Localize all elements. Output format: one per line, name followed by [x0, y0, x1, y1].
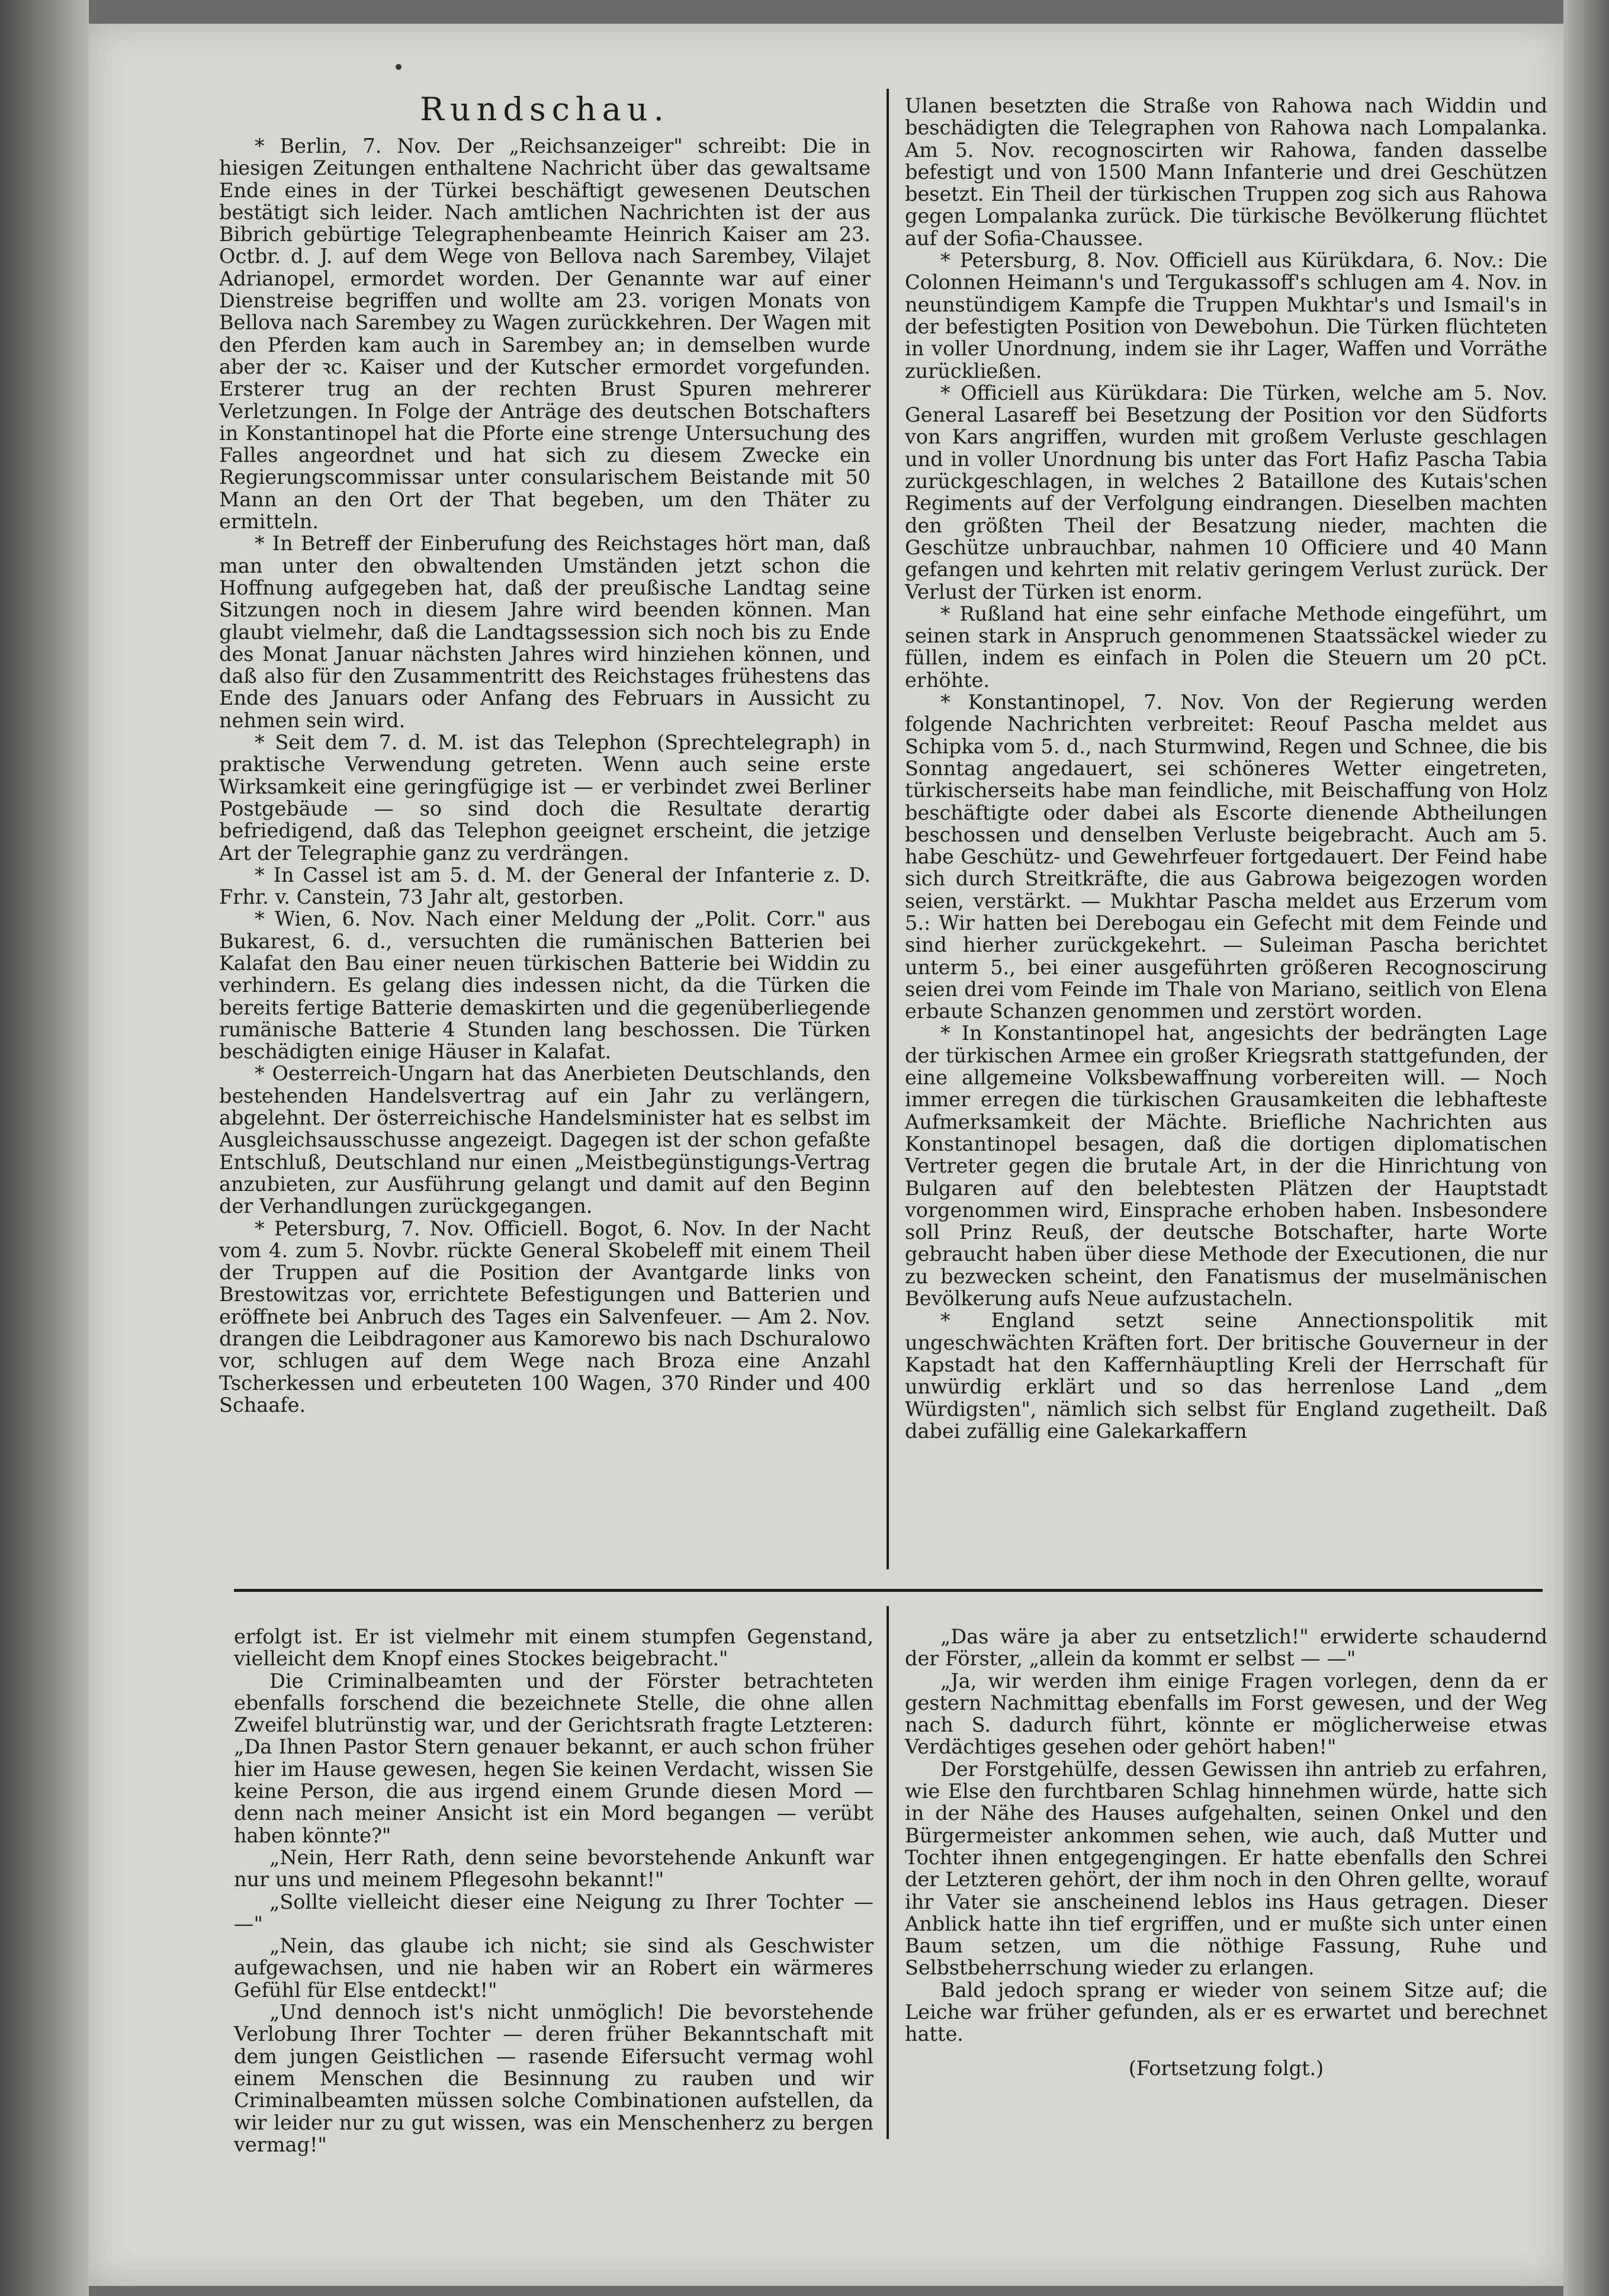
article-england: * England setzt seine Annectionspolitik mit ungeschwächten Kräften fort. Der britische Gouverneur in der Kapstadt hat den Kaffernhäuptling Kreli der Herrschaft für unwürdig erklärt und so das herrenlose Land „dem Würdigsten", nämlich sich selbst für England zugetheilt. Daß dabei zufällig eine Galekarkaffern — [905, 1309, 1547, 1443]
article-konstantinopel-7: * Konstantinopel, 7. Nov. Von der Regierung werden folgende Nachrichten verbreitet: Reouf Pascha meldet aus Schipka vom 5. d., nach Sturmwind, Regen und Schnee, die bis Sonntag angedauert, sei schöneres Wetter eingetreten, türkischerseits habe man feindliche, mit Beischaffung von Holz beschäftigte oder dabei als Escorte dienende Abtheilungen beschossen und denselben Verluste beigebracht. Auch am 5. habe Geschütz- und Gewehrfeuer fortgedauert. Der Feind habe sich durch Streitkräfte, die aus Gabrowa beigezogen worden seien, verstärkt. — Mukhtar Pascha meldet aus Erzerum vom 5.: Wir hatten bei Derebogau ein Gefecht mit dem Feinde und sind hierher zurückgekehrt. — Suleiman Pascha berichtet unterm 5., bei einer ausgeführten größeren Recognoscirung seien drei vom Feinde im Thale von Mariano, seitlich von Elena erbaute Schanzen genommen und zerstört worden. — [905, 691, 1547, 1023]
print-mark — [396, 64, 402, 70]
column-lower-left — [234, 1626, 873, 2156]
story-paragraph: „Nein, das glaube ich nicht; sie sind als Geschwister aufgewachsen, und nie haben wir an Robert ein wärmeres Gefühl für Else entdeckt!" — [234, 1934, 873, 2002]
article-reichstag: * In Betreff der Einberufung des Reichstages hört man, daß man unter den obwaltenden Umständen jetzt schon die Hoffnung aufgegeben hat, daß der preußische Landtag seine Sitzungen noch in diesem Jahre wird beenden können. Man glaubt vielmehr, daß die Landtagssession sich noch bis zu Ende des Monat Januar nächsten Jahres wird hinziehen können, und daß also für den Zusammentritt des Reichstages frühestens das Ende des Januars oder Anfang des Februars in Aussicht zu nehmen sein wird. — [219, 532, 871, 732]
article-oesterreich: * Oesterreich-Ungarn hat das Anerbieten Deutschlands, den bestehenden Handelsvertrag auf ein Jahr zu verlängern, abgelehnt. Der österreichische Handelsminister hat es selbst im Ausgleichsausschusse angezeigt. Dagegen ist der schon gefaßte Entschluß, Deutschland nur einen „Meistbegünstigungs-Vertrag anzubieten, zur Ausführung gelangt und damit auf den Beginn der Verhandlungen zurückgegangen. — [219, 1062, 871, 1218]
article-petersburg-7: * Petersburg, 7. Nov. Officiell. Bogot, 6. Nov. In der Nacht vom 4. zum 5. Novbr. rückte General Skobeleff mit einem Theil der Truppen auf die Position der Avantgarde links von Brestowitzas vor, errichtete Befestigungen und Batterien und eröffnete bei Anbruch des Tages ein Salvenfeuer. — Am 2. Nov. drangen die Leibdragoner aus Kamorewo bis nach Dschuralowo vor, schlugen auf dem Wege nach Broza eine Anzahl Tscherkessen und erbeuteten 100 Wagen, 370 Rinder und 400 Schaafe. — [219, 1216, 871, 1417]
column-divider-lower — [887, 1606, 889, 2139]
article-kuerukdara: * Officiell aus Kürükdara: Die Türken, welche am 5. Nov. General Lasareff bei Besetzung der Position vor den Südforts von Kars angriffen, wurden mit großem Verluste geschlagen und in voller Unordnung bis unter das Fort Hafiz Pascha Tabia zurückgeschlagen, in welches 2 Bataillone des Kutais'schen Regiments auf der Verfolgung eindrangen. Dieselben machten den größten Theil der Besatzung nieder, machten die Geschütze unbrauchbar, nahmen 10 Officiere und 40 Mann gefangen und kehrten mit relativ geringem Verlust zurück. Der Verlust der Türken ist enorm. — [905, 381, 1547, 603]
story-paragraph: „Das wäre ja aber zu entsetzlich!" erwiderte schaudernd der Förster, „allein da kommt er selbst — —" — [905, 1625, 1547, 1671]
article-berlin: * Berlin, 7. Nov. Der „Reichsanzeiger" schreibt: Die in hiesigen Zeitungen enthaltene Nachricht über das gewaltsame Ende eines in der Türkei beschäftigt gewesenen Deutschen bestätigt sich leider. Nach amtlichen Nachrichten ist der aus Bibrich gebürtige Telegraphenbeamte Heinrich Kaiser am 23. Octbr. d. J. auf dem Wege von Bellova nach Sarembey, Vilajet Adrianopel, ermordet worden. Der Genannte war auf einer Dienstreise begriffen und wollte am 23. vorigen Monats von Bellova nach Sarembey zu Wagen zurückkehren. Der Wagen mit den Pferden kam auch in Sarembey an; in demselben wurde aber der ꝛc. Kaiser und der Kutscher ermordet vorgefunden. Ersterer trug an der rechten Brust Spuren mehrerer Verletzungen. In Folge der Anträge des deutschen Botschafters in Konstantinopel hat die Pforte eine strenge Untersuchung des Falles angeordnet und hat sich zu diesem Zwecke ein Regierungscommissar unter consularischem Beistande mit 50 Mann an den Ort der That begeben, um den Thäter zu ermitteln. — [219, 134, 871, 534]
story-paragraph: Die Criminalbeamten und der Förster betrachteten ebenfalls forschend die bezeichnete Stelle, die ohne allen Zweifel blutrünstig war, und der Gerichtsrath fragte Letzteren: „Da Ihnen Pastor Stern genauer bekannt, er auch schon früher hier im Hause gewesen, hegen Sie keinen Verdacht, wissen Sie keine Person, die aus irgend einem Grunde diesen Mord — denn nach meiner Ansicht ist ein Mord begangen — verübt haben könnte?" — [234, 1669, 873, 1847]
column-upper-left — [219, 89, 871, 1416]
page-edge — [1563, 0, 1609, 2296]
article-russland: * Rußland hat eine sehr einfache Methode eingeführt, um seinen stark in Anspruch genommenen Staatssäckel wieder zu füllen, indem es einfach in Polen die Steuern um 20 pCt. erhöhte. — [905, 602, 1547, 692]
story-paragraph: Der Forstgehülfe, dessen Gewissen ihn antrieb zu erfahren, wie Else den furchtbaren Schlag hinnehmen würde, hatte sich in der Nähe des Hauses aufgehalten, seinen Onkel und den Bürgermeister ankommen sehen, wie auch, daß Mutter und Tochter ihnen entgegengingen. Er hatte ebenfalls den Schrei der Letzteren gehört, der ihm noch in den Ohren gellte, worauf ihr Vater sie anscheinend leblos ins Haus getragen. Dieser Anblick hatte ihn tief ergriffen, und er mußte sich unter einen Baum setzen, um die nöthige Fassung, Ruhe und Selbstbeherrschung wieder zu erlangen. — [905, 1757, 1547, 1980]
column-lower-right — [905, 1626, 1547, 2079]
story-paragraph: Bald jedoch sprang er wieder von seinem Sitze auf; die Leiche war früher gefunden, als er es erwartet und berechnet hatte. — [905, 1978, 1547, 2046]
continuation-note: (Fortsetzung folgt.) — [1128, 2056, 1324, 2080]
story-paragraph: „Ja, wir werden ihm einige Fragen vorlegen, denn da er gestern Nachmittag ebenfalls im Forst gewesen, und der Weg nach S. dadurch führt, könnte er möglicherweise etwas Verdächtiges gesehen oder gehört haben!" — [905, 1669, 1547, 1759]
book-gutter — [0, 0, 89, 2296]
article-petersburg-8: * Petersburg, 8. Nov. Officiell aus Kürükdara, 6. Nov.: Die Colonnen Heimann's und Tergukassoff's schlugen am 4. Nov. in neunstündigem Kampfe die Truppen Mukhtar's und Ismail's in der befestigten Position von Dewebohun. Die Türken flüchteten in voller Unordnung, indem sie ihr Lager, Waffen und Vorräthe zurückließen. — [905, 249, 1547, 383]
column-upper-right — [905, 95, 1547, 1442]
story-paragraph: „Nein, Herr Rath, denn seine bevorstehende Ankunft war nur uns und meinem Pflegesohn bekannt!" — [234, 1845, 873, 1892]
article-ulanen: Ulanen besetzten die Straße von Rahowa nach Widdin und beschädigten die Telegraphen von Rahowa nach Lompalanka. Am 5. Nov. recognoscirten wir Rahowa, fanden dasselbe befestigt und von 1500 Mann Infanterie und drei Geschützen besetzt. Ein Theil der türkischen Truppen zog sich aus Rahowa gegen Lompalanka zurück. Die türkische Bevölkerung flüchtet auf der Sofia-Chaussee. — [905, 94, 1547, 250]
article-cassel: * In Cassel ist am 5. d. M. der General der Infanterie z. D. Frhr. v. Canstein, 73 Jahr alt, gestorben. — [219, 863, 871, 909]
story-paragraph: „Sollte vielleicht dieser eine Neigung zu Ihrer Tochter — —" — [234, 1890, 873, 1935]
column-divider-upper — [887, 89, 889, 1569]
story-paragraph: erfolgt ist. Er ist vielmehr mit einem stumpfen Gegenstand, vielleicht dem Knopf eines Stockes beigebracht." — [234, 1625, 873, 1671]
article-konstantinopel-kriegsrath: * In Konstantinopel hat, angesichts der bedrängten Lage der türkischen Armee ein großer Kriegsrath stattgefunden, der eine allgemeine Volksbewaffnung vorbereiten will. — Noch immer erregen die türkischen Grausamkeiten die lebhafteste Aufmerksamkeit der Mächte. Briefliche Nachrichten aus Konstantinopel besagen, daß die dortigen diplomatischen Vertreter gegen die brutale Art, in der die Hinrichtung von Bulgaren auf den belebtesten Plätzen der Hauptstadt vorgenommen wird, Einsprache erhoben haben. Insbesondere soll Prinz Reuß, der deutsche Botschafter, harte Worte gebraucht haben über diese Methode der Executionen, die nur zu bezwecken scheint, den Fanatismus der muselmänischen Bevölkerung aufs Neue aufzustacheln. — [905, 1022, 1547, 1311]
section-heading: Rundschau. — [420, 91, 670, 128]
story-paragraph: „Und dennoch ist's nicht unmöglich! Die bevorstehende Verlobung Ihrer Tochter — deren früher Bekanntschaft mit dem jungen Geistlichen — rasende Eifersucht vermag wohl einem Menschen die Besinnung zu rauben und wir Criminalbeamten müssen solche Combinationen aufstellen, da wir leider nur zu gut wissen, was ein Menschenherz zu bergen vermag!" — [234, 2000, 873, 2156]
article-wien: * Wien, 6. Nov. Nach einer Meldung der „Polit. Corr." aus Bukarest, 6. d., versuchten die rumänischen Batterien bei Kalafat den Bau einer neuen türkischen Batterie bei Widdin zu verhindern. Es gelang dies indessen nicht, da die Türken die bereits fertige Batterie demaskirten und die gegenüberliegende rumänische Batterie 4 Stunden lang beschossen. Die Türken beschädigten einige Häuser in Kalafat. — [219, 907, 871, 1064]
article-telephon: * Seit dem 7. d. M. ist das Telephon (Sprechtelegraph) in praktische Verwendung getreten. Wenn auch seine erste Wirksamkeit eine geringfügige ist — er verbindet zwei Berliner Postgebäude — so sind doch die Resultate derartig befriedigend, daß das Telephon geeignet erscheint, die jetzige Art der Telegraphie ganz zu verdrängen. — [219, 731, 871, 865]
feuilleton-separator — [234, 1589, 1543, 1592]
